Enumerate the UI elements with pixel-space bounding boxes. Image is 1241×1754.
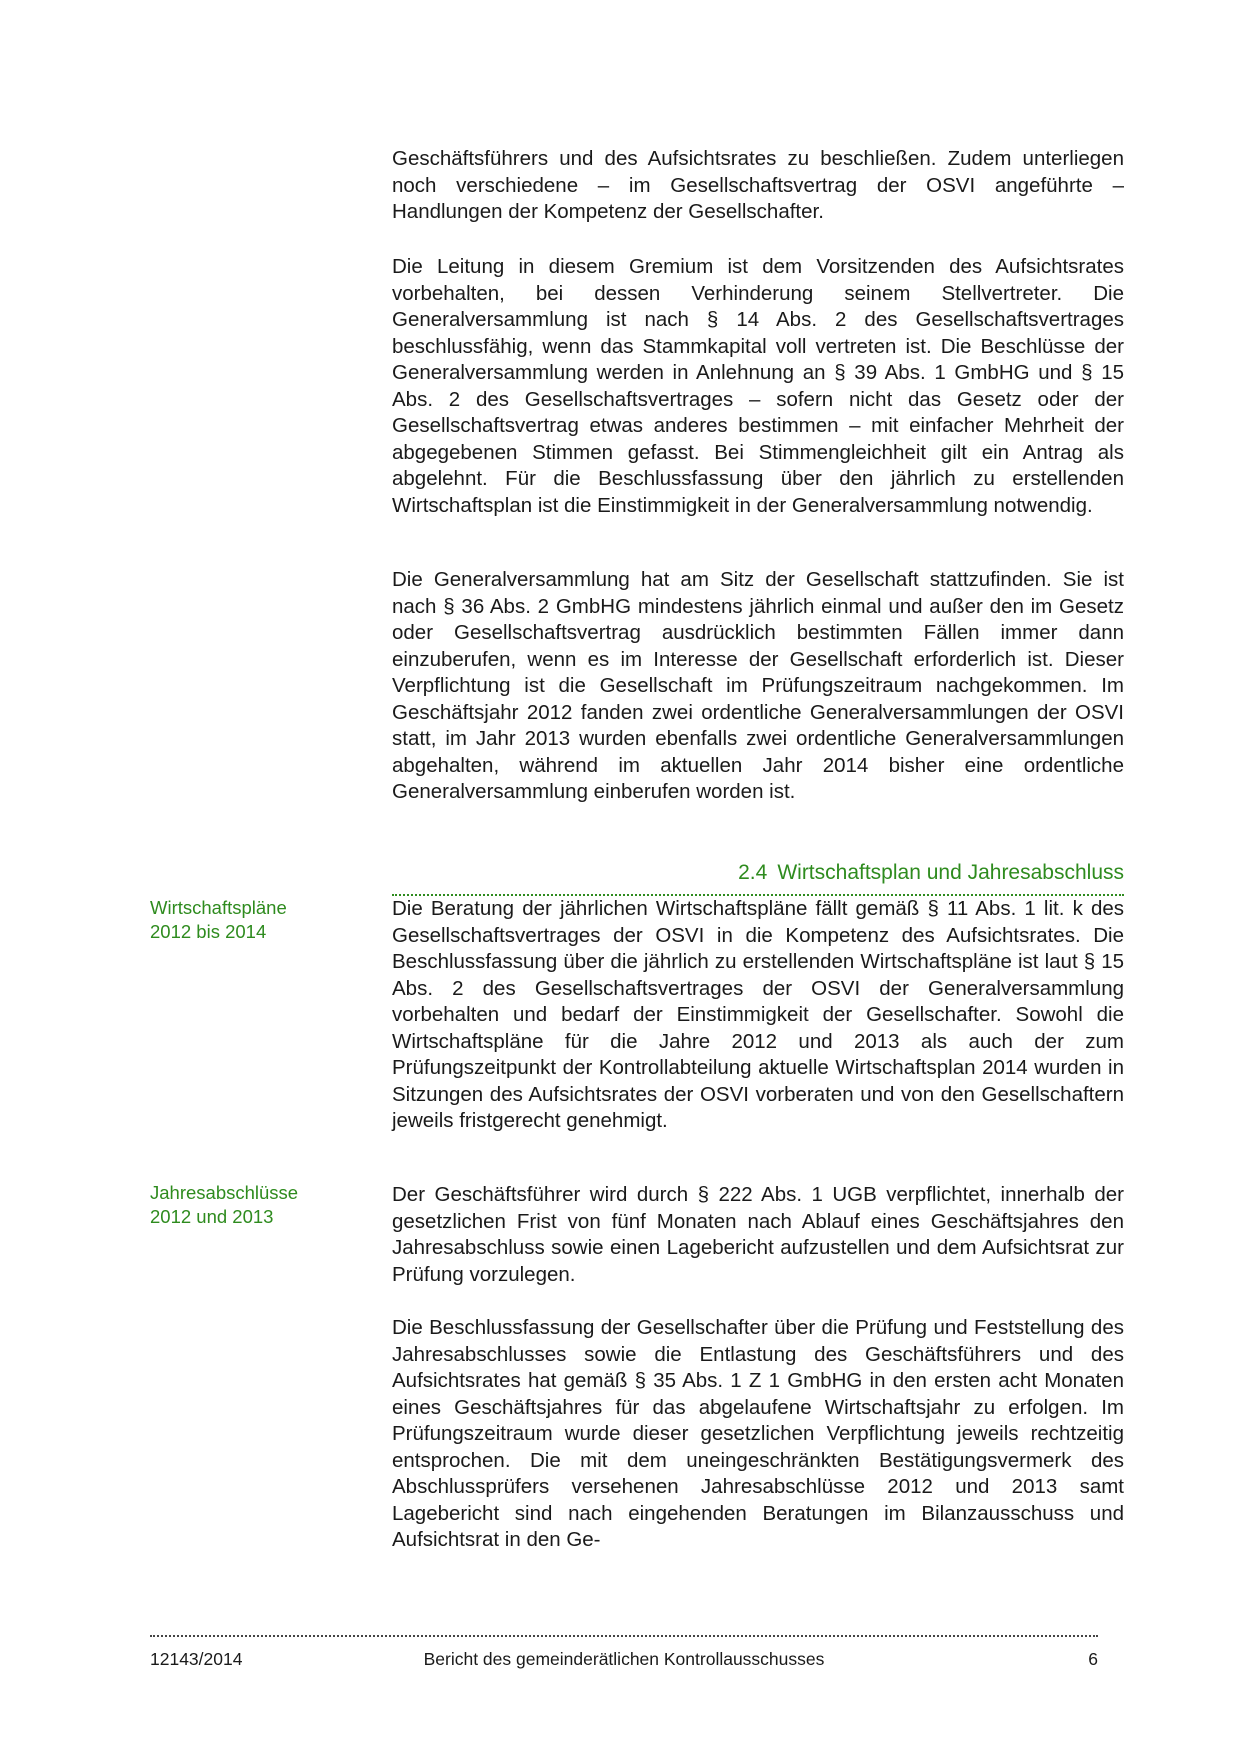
section-heading (392, 858, 1124, 896)
paragraph: Die Beschlussfassung der Gesellschafter über die Prüfung und Feststellung des Jahresabschlusses sowie die Entlastung des Geschäftsführers und des Aufsichtsrates hat gemäß § 35 Abs. 1 Z 1 GmbHG in den ersten acht Monaten eines Geschäftsjahres für das abgelaufene Wirtschaftsjahr zu erfolgen. Im Prüfungszeitraum wurde dieser gesetzlichen Verpflichtung jeweils rechtzeitig entsprochen. Die mit dem uneingeschränkten Bestätigungsvermerk des Abschlussprüfers versehenen Jahresabschlüsse 2012 und 2013 samt Lagebericht sind nach eingehenden Beratungen im Bilanzausschuss und Aufsichtsrat in den Ge- (392, 1316, 1124, 1551)
side-note-annual (150, 1181, 370, 1229)
footer-page-number: 6 (1088, 1649, 1098, 1669)
footer-title: Bericht des gemeinderätlichen Kontrollausschusses (423, 1649, 825, 1669)
paragraph-block-5 (392, 1182, 1124, 1288)
paragraph-block-1 (392, 146, 1124, 226)
paragraph-block-4 (392, 896, 1124, 1135)
side-note-line: Jahresabschlüsse (150, 1182, 299, 1203)
paragraph: Die Beratung der jährlichen Wirtschaftspläne fällt gemäß § 11 Abs. 1 lit. k des Gesellschaftsvertrages der OSVI in die Kompetenz des Aufsichtsrates. Die Beschlussfassung über die jährlich zu erstellenden Wirtschaftspläne ist laut § 15 Abs. 2 des Gesellschaftsvertrages der OSVI der Generalversammlung vorbehalten und bedarf der Einstimmigkeit der Gesellschafter. Sowohl die Wirtschaftspläne für die Jahre 2012 und 2013 als auch der zum Prüfungszeitpunkt der Kontrollabteilung aktuelle Wirtschaftsplan 2014 wurden in Sitzungen des Aufsichtsrates der OSVI vorberaten und von den Gesellschaftern jeweils fristgerecht genehmigt. (392, 897, 1124, 1132)
footer-doc-number: 12143/2014 (150, 1649, 243, 1669)
footer-divider (150, 1635, 1098, 1637)
paragraph: Die Generalversammlung hat am Sitz der Gesellschaft stattzufinden. Sie ist nach § 36 Abs. 2 GmbHG mindestens jährlich einmal und außer den im Gesetz oder Gesellschaftsvertrag ausdrücklich bestimmten Fällen immer dann einzuberufen, wenn es im Interesse der Gesellschaft erforderlich ist. Dieser Verpflichtung ist die Gesellschaft im Prüfungszeitraum nachgekommen. Im Geschäftsjahr 2012 fanden zwei ordentliche Generalversammlungen der OSVI statt, im Jahr 2013 wurden ebenfalls zwei ordentliche Generalversammlungen abgehalten, während im aktuellen Jahr 2014 bisher eine ordentliche Generalversammlung einberufen worden ist. (392, 568, 1124, 803)
paragraph-block-2 (392, 254, 1124, 519)
paragraph-block-3 (392, 567, 1124, 806)
side-note-line: 2012 bis 2014 (150, 921, 267, 942)
side-note-plans (150, 896, 370, 944)
paragraph: Der Geschäftsführer wird durch § 222 Abs. 1 UGB verpflichtet, innerhalb der gesetzlichen Frist von fünf Monaten nach Ablauf eines Geschäftsjahres den Jahresabschluss sowie einen Lagebericht aufzustellen und dem Aufsichtsrat zur Prüfung vorzulegen. (392, 1183, 1124, 1286)
section-title: Wirtschaftsplan und Jahresabschluss (777, 861, 1124, 884)
side-note-line: 2012 und 2013 (150, 1206, 274, 1227)
paragraph: Die Leitung in diesem Gremium ist dem Vorsitzenden des Aufsichtsrates vorbehalten, bei dessen Verhinderung seinem Stellvertreter. Die Generalversammlung ist nach § 14 Abs. 2 des Gesellschaftsvertrages beschlussfähig, wenn das Stammkapital voll vertreten ist. Die Beschlüsse der Generalversammlung werden in Anlehnung an § 39 Abs. 1 GmbHG und § 15 Abs. 2 des Gesellschaftsvertrages – sofern nicht das Gesetz oder der Gesellschaftsvertrag etwas anderes bestimmen – mit einfacher Mehrheit der abgegebenen Stimmen gefasst. Bei Stimmengleichheit gilt ein Antrag als abgelehnt. Für die Beschlussfassung über den jährlich zu erstellenden Wirtschaftsplan ist die Einstimmigkeit in der Generalversammlung notwendig. (392, 255, 1124, 517)
side-note-line: Wirtschaftspläne (150, 897, 287, 918)
paragraph: Geschäftsführers und des Aufsichtsrates zu beschließen. Zudem unterliegen noch verschiedene – im Gesellschaftsvertrag der OSVI angeführte – Handlungen der Kompetenz der Gesellschafter. (392, 147, 1124, 223)
section-number: 2.4 (738, 861, 768, 884)
paragraph-block-6 (392, 1315, 1124, 1554)
